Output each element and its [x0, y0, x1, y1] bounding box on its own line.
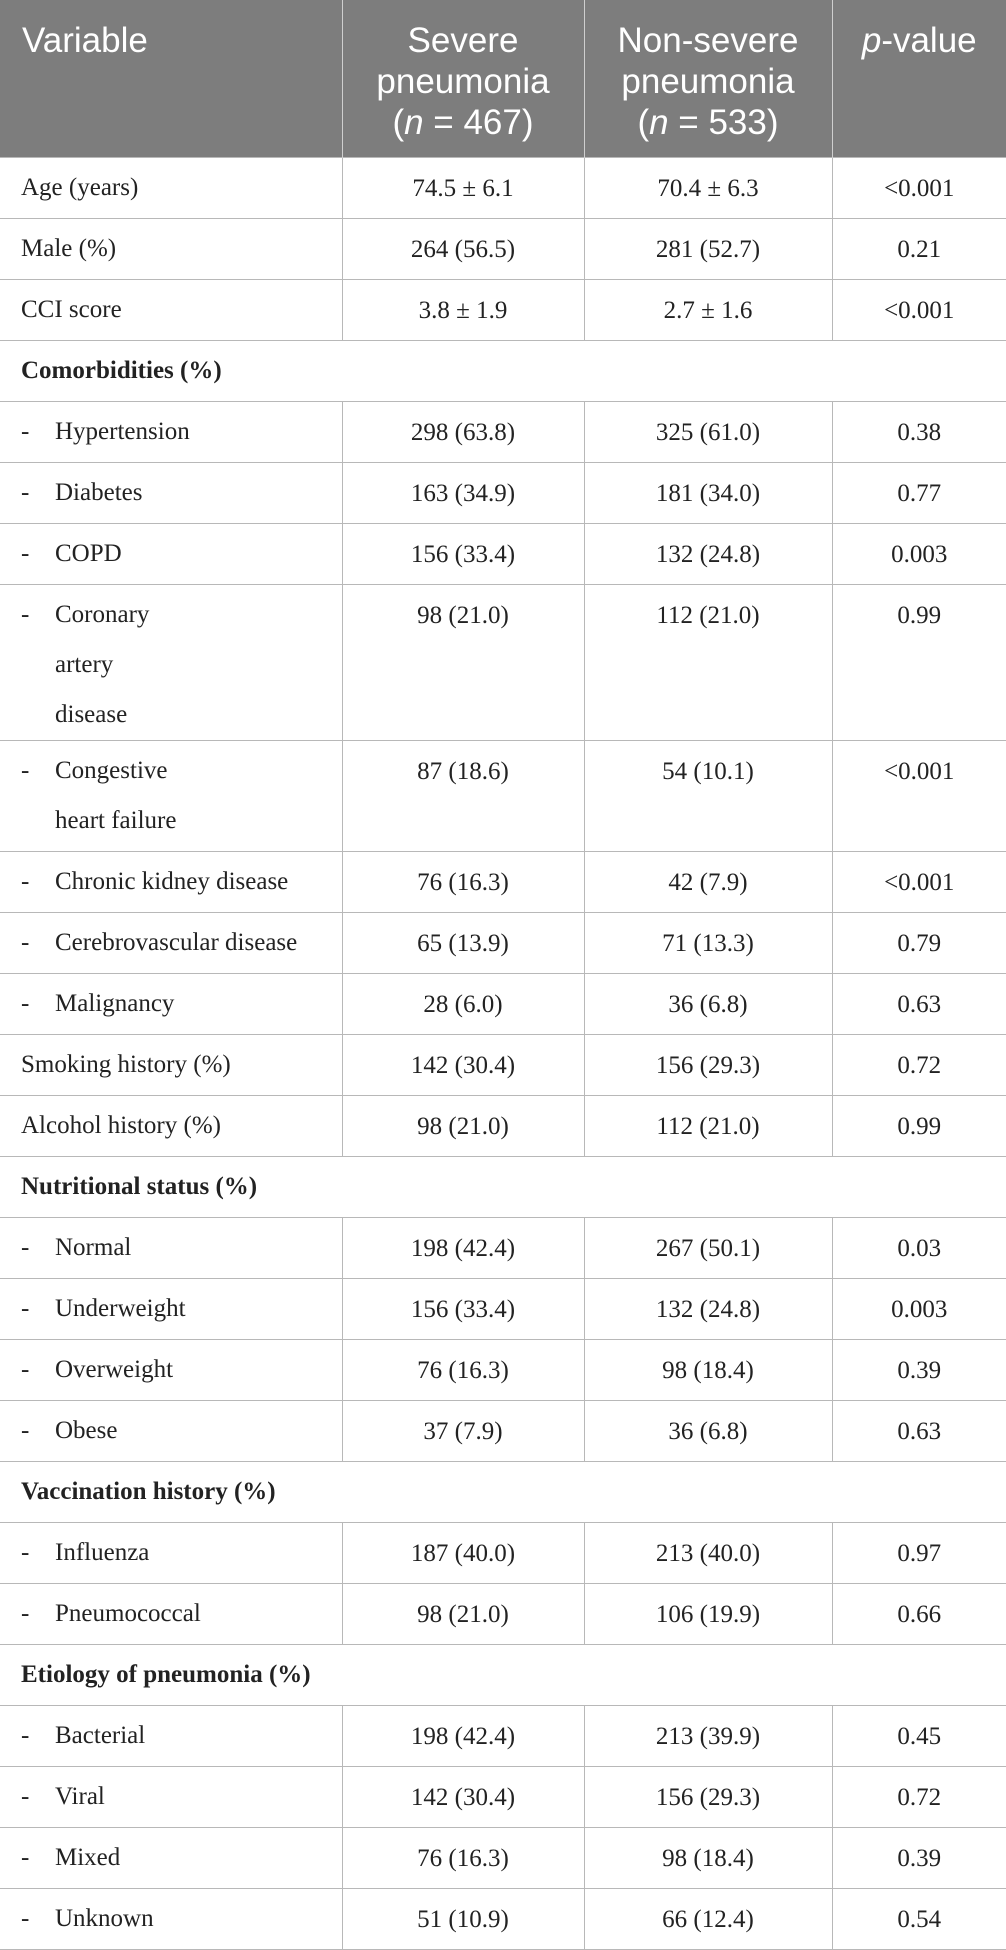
row-label-text: Congestive heart failure — [55, 756, 177, 834]
cell-severe: 298 (63.8) — [342, 401, 584, 462]
row-label — [0, 1705, 342, 1766]
row-label-text: Viral — [55, 1782, 105, 1810]
cell-p-value: 0.63 — [832, 973, 1006, 1034]
row-label-text: Diabetes — [55, 478, 143, 506]
table-row — [0, 523, 1006, 584]
cell-non-severe: 98 (18.4) — [584, 1339, 832, 1400]
cell-non-severe: 2.7 ± 1.6 — [584, 279, 832, 340]
section-heading-nutritional-status: Nutritional status (%) — [0, 1156, 1006, 1217]
row-label — [0, 1583, 342, 1644]
cell-non-severe: 112 (21.0) — [584, 1095, 832, 1156]
cell-p-value: 0.39 — [832, 1827, 1006, 1888]
row-dash: - — [21, 1294, 30, 1322]
cell-p-value: <0.001 — [832, 740, 1006, 851]
header-nonsevere-n-open: ( — [637, 103, 650, 142]
cell-p-value: <0.001 — [832, 157, 1006, 218]
row-label — [0, 1278, 342, 1339]
row-label — [0, 973, 342, 1034]
row-label — [0, 584, 342, 740]
row-label — [0, 1888, 342, 1949]
row-dash: - — [21, 1843, 30, 1871]
section-heading-comorbidities: Comorbidities (%) — [0, 340, 1006, 401]
header-nonsevere-line1: Non-severe — [617, 21, 799, 60]
header-non-severe-pneumonia — [584, 0, 832, 157]
header-severe-n-rest: = 467) — [423, 103, 534, 142]
row-label-text: Cerebrovascular disease — [55, 928, 298, 956]
row-label — [0, 462, 342, 523]
row-label-text: Underweight — [55, 1294, 186, 1322]
row-dash: - — [21, 756, 30, 784]
row-label-text: Normal — [55, 1233, 132, 1261]
table-row — [0, 1034, 1006, 1095]
table-row — [0, 1217, 1006, 1278]
row-label-text: Overweight — [55, 1355, 174, 1383]
cell-non-severe: 42 (7.9) — [584, 851, 832, 912]
section-row — [0, 340, 1006, 401]
cell-non-severe: 281 (52.7) — [584, 218, 832, 279]
row-label — [0, 740, 342, 851]
row-label: Male (%) — [0, 218, 342, 279]
row-label — [0, 851, 342, 912]
cell-severe: 163 (34.9) — [342, 462, 584, 523]
row-label-text: Coronary artery disease — [55, 600, 150, 728]
row-dash: - — [21, 1416, 30, 1444]
cell-severe: 187 (40.0) — [342, 1522, 584, 1583]
table-row — [0, 401, 1006, 462]
row-label-text: Malignancy — [55, 989, 175, 1017]
row-label — [0, 912, 342, 973]
cell-p-value: 0.45 — [832, 1705, 1006, 1766]
cell-p-value: 0.72 — [832, 1034, 1006, 1095]
table-row — [0, 1339, 1006, 1400]
cell-non-severe: 112 (21.0) — [584, 584, 832, 740]
table-row — [0, 157, 1006, 218]
cell-p-value: 0.003 — [832, 523, 1006, 584]
section-row — [0, 1644, 1006, 1705]
row-label: CCI score — [0, 279, 342, 340]
cell-severe: 198 (42.4) — [342, 1217, 584, 1278]
row-label-text: Hypertension — [55, 417, 190, 445]
cell-severe: 37 (7.9) — [342, 1400, 584, 1461]
cell-severe: 142 (30.4) — [342, 1034, 584, 1095]
cell-non-severe: 181 (34.0) — [584, 462, 832, 523]
row-dash: - — [21, 989, 30, 1017]
cell-p-value: 0.72 — [832, 1766, 1006, 1827]
table-row — [0, 462, 1006, 523]
cell-non-severe: 132 (24.8) — [584, 1278, 832, 1339]
cell-severe: 264 (56.5) — [342, 218, 584, 279]
cell-p-value: 0.03 — [832, 1217, 1006, 1278]
row-label-text: Pneumococcal — [55, 1599, 201, 1627]
table-row — [0, 584, 1006, 740]
cell-p-value: 0.97 — [832, 1522, 1006, 1583]
table-row — [0, 1766, 1006, 1827]
row-label-text: Unknown — [55, 1904, 154, 1932]
cell-non-severe: 54 (10.1) — [584, 740, 832, 851]
row-dash: - — [21, 1904, 30, 1932]
row-dash: - — [21, 1233, 30, 1261]
cell-non-severe: 267 (50.1) — [584, 1217, 832, 1278]
table-row — [0, 740, 1006, 851]
table-row — [0, 1400, 1006, 1461]
cell-p-value: 0.79 — [832, 912, 1006, 973]
header-severe-pneumonia — [342, 0, 584, 157]
section-row — [0, 1156, 1006, 1217]
header-p-var: p — [861, 21, 882, 60]
header-severe-line1: Severe — [407, 21, 519, 60]
cell-severe: 74.5 ± 6.1 — [342, 157, 584, 218]
cell-severe: 98 (21.0) — [342, 584, 584, 740]
table-row — [0, 1705, 1006, 1766]
row-label-text: Influenza — [55, 1538, 150, 1566]
cell-severe: 3.8 ± 1.9 — [342, 279, 584, 340]
cell-severe: 98 (21.0) — [342, 1583, 584, 1644]
row-label-text: Chronic kidney disease — [55, 867, 289, 895]
header-p-rest: -value — [881, 21, 977, 60]
header-severe-line2: pneumonia — [376, 62, 550, 101]
row-dash: - — [21, 1599, 30, 1627]
header-variable: Variable — [22, 21, 148, 60]
header-row — [0, 0, 1006, 157]
section-heading-vaccination-history: Vaccination history (%) — [0, 1461, 1006, 1522]
cell-p-value: 0.63 — [832, 1400, 1006, 1461]
cell-severe: 76 (16.3) — [342, 1827, 584, 1888]
row-label-text: COPD — [55, 539, 122, 567]
row-label: Alcohol history (%) — [0, 1095, 342, 1156]
cell-severe: 51 (10.9) — [342, 1888, 584, 1949]
header-severe-n-open: ( — [392, 103, 405, 142]
table-row — [0, 1583, 1006, 1644]
row-dash: - — [21, 1721, 30, 1749]
cell-severe: 156 (33.4) — [342, 1278, 584, 1339]
cell-p-value: 0.77 — [832, 462, 1006, 523]
header-nonsevere-n-var: n — [649, 103, 669, 142]
row-dash: - — [21, 417, 30, 445]
row-label — [0, 401, 342, 462]
row-dash: - — [21, 1538, 30, 1566]
table-row — [0, 912, 1006, 973]
row-dash: - — [21, 1355, 30, 1383]
row-label — [0, 1217, 342, 1278]
cell-p-value: 0.21 — [832, 218, 1006, 279]
cell-non-severe: 156 (29.3) — [584, 1766, 832, 1827]
cell-non-severe: 106 (19.9) — [584, 1583, 832, 1644]
row-label — [0, 1766, 342, 1827]
row-label — [0, 1827, 342, 1888]
table-row — [0, 279, 1006, 340]
table-row — [0, 851, 1006, 912]
cell-severe: 98 (21.0) — [342, 1095, 584, 1156]
cell-severe: 76 (16.3) — [342, 1339, 584, 1400]
header-severe-n-var: n — [404, 103, 424, 142]
row-label: Smoking history (%) — [0, 1034, 342, 1095]
cell-non-severe: 325 (61.0) — [584, 401, 832, 462]
table-row — [0, 1888, 1006, 1949]
table-row — [0, 1522, 1006, 1583]
row-label-text: Mixed — [55, 1843, 121, 1871]
row-dash: - — [21, 1782, 30, 1810]
section-row — [0, 1461, 1006, 1522]
row-dash: - — [21, 478, 30, 506]
cell-non-severe: 71 (13.3) — [584, 912, 832, 973]
cell-non-severe: 70.4 ± 6.3 — [584, 157, 832, 218]
cell-p-value: 0.66 — [832, 1583, 1006, 1644]
cell-severe: 87 (18.6) — [342, 740, 584, 851]
cell-severe: 65 (13.9) — [342, 912, 584, 973]
header-nonsevere-n-rest: = 533) — [668, 103, 779, 142]
row-dash: - — [21, 539, 30, 567]
cell-non-severe: 156 (29.3) — [584, 1034, 832, 1095]
cell-p-value: 0.39 — [832, 1339, 1006, 1400]
cell-non-severe: 213 (39.9) — [584, 1705, 832, 1766]
cell-non-severe: 213 (40.0) — [584, 1522, 832, 1583]
cell-p-value: 0.003 — [832, 1278, 1006, 1339]
row-dash: - — [21, 600, 30, 628]
cell-p-value: 0.99 — [832, 584, 1006, 740]
table-row — [0, 218, 1006, 279]
row-label — [0, 523, 342, 584]
cell-severe: 76 (16.3) — [342, 851, 584, 912]
row-label-text: Obese — [55, 1416, 118, 1444]
cell-severe: 198 (42.4) — [342, 1705, 584, 1766]
table-row — [0, 973, 1006, 1034]
row-label: Age (years) — [0, 157, 342, 218]
cell-non-severe: 98 (18.4) — [584, 1827, 832, 1888]
cell-p-value: 0.38 — [832, 401, 1006, 462]
table-row — [0, 1095, 1006, 1156]
row-label — [0, 1522, 342, 1583]
cell-non-severe: 66 (12.4) — [584, 1888, 832, 1949]
cell-severe: 142 (30.4) — [342, 1766, 584, 1827]
row-dash: - — [21, 928, 30, 956]
cell-non-severe: 132 (24.8) — [584, 523, 832, 584]
cell-severe: 28 (6.0) — [342, 973, 584, 1034]
header-nonsevere-line2: pneumonia — [621, 62, 795, 101]
row-label-text: Bacterial — [55, 1721, 146, 1749]
row-label — [0, 1400, 342, 1461]
cell-p-value: 0.54 — [832, 1888, 1006, 1949]
section-heading-etiology: Etiology of pneumonia (%) — [0, 1644, 1006, 1705]
cell-severe: 156 (33.4) — [342, 523, 584, 584]
cell-non-severe: 36 (6.8) — [584, 973, 832, 1034]
table-row — [0, 1278, 1006, 1339]
cell-p-value: 0.99 — [832, 1095, 1006, 1156]
row-label — [0, 1339, 342, 1400]
table-row — [0, 1827, 1006, 1888]
header-p-value — [832, 0, 1006, 157]
header-nonsevere-n — [595, 102, 822, 143]
header-severe-n — [353, 102, 574, 143]
cell-p-value: <0.001 — [832, 279, 1006, 340]
row-dash: - — [21, 867, 30, 895]
cell-p-value: <0.001 — [832, 851, 1006, 912]
cell-non-severe: 36 (6.8) — [584, 1400, 832, 1461]
